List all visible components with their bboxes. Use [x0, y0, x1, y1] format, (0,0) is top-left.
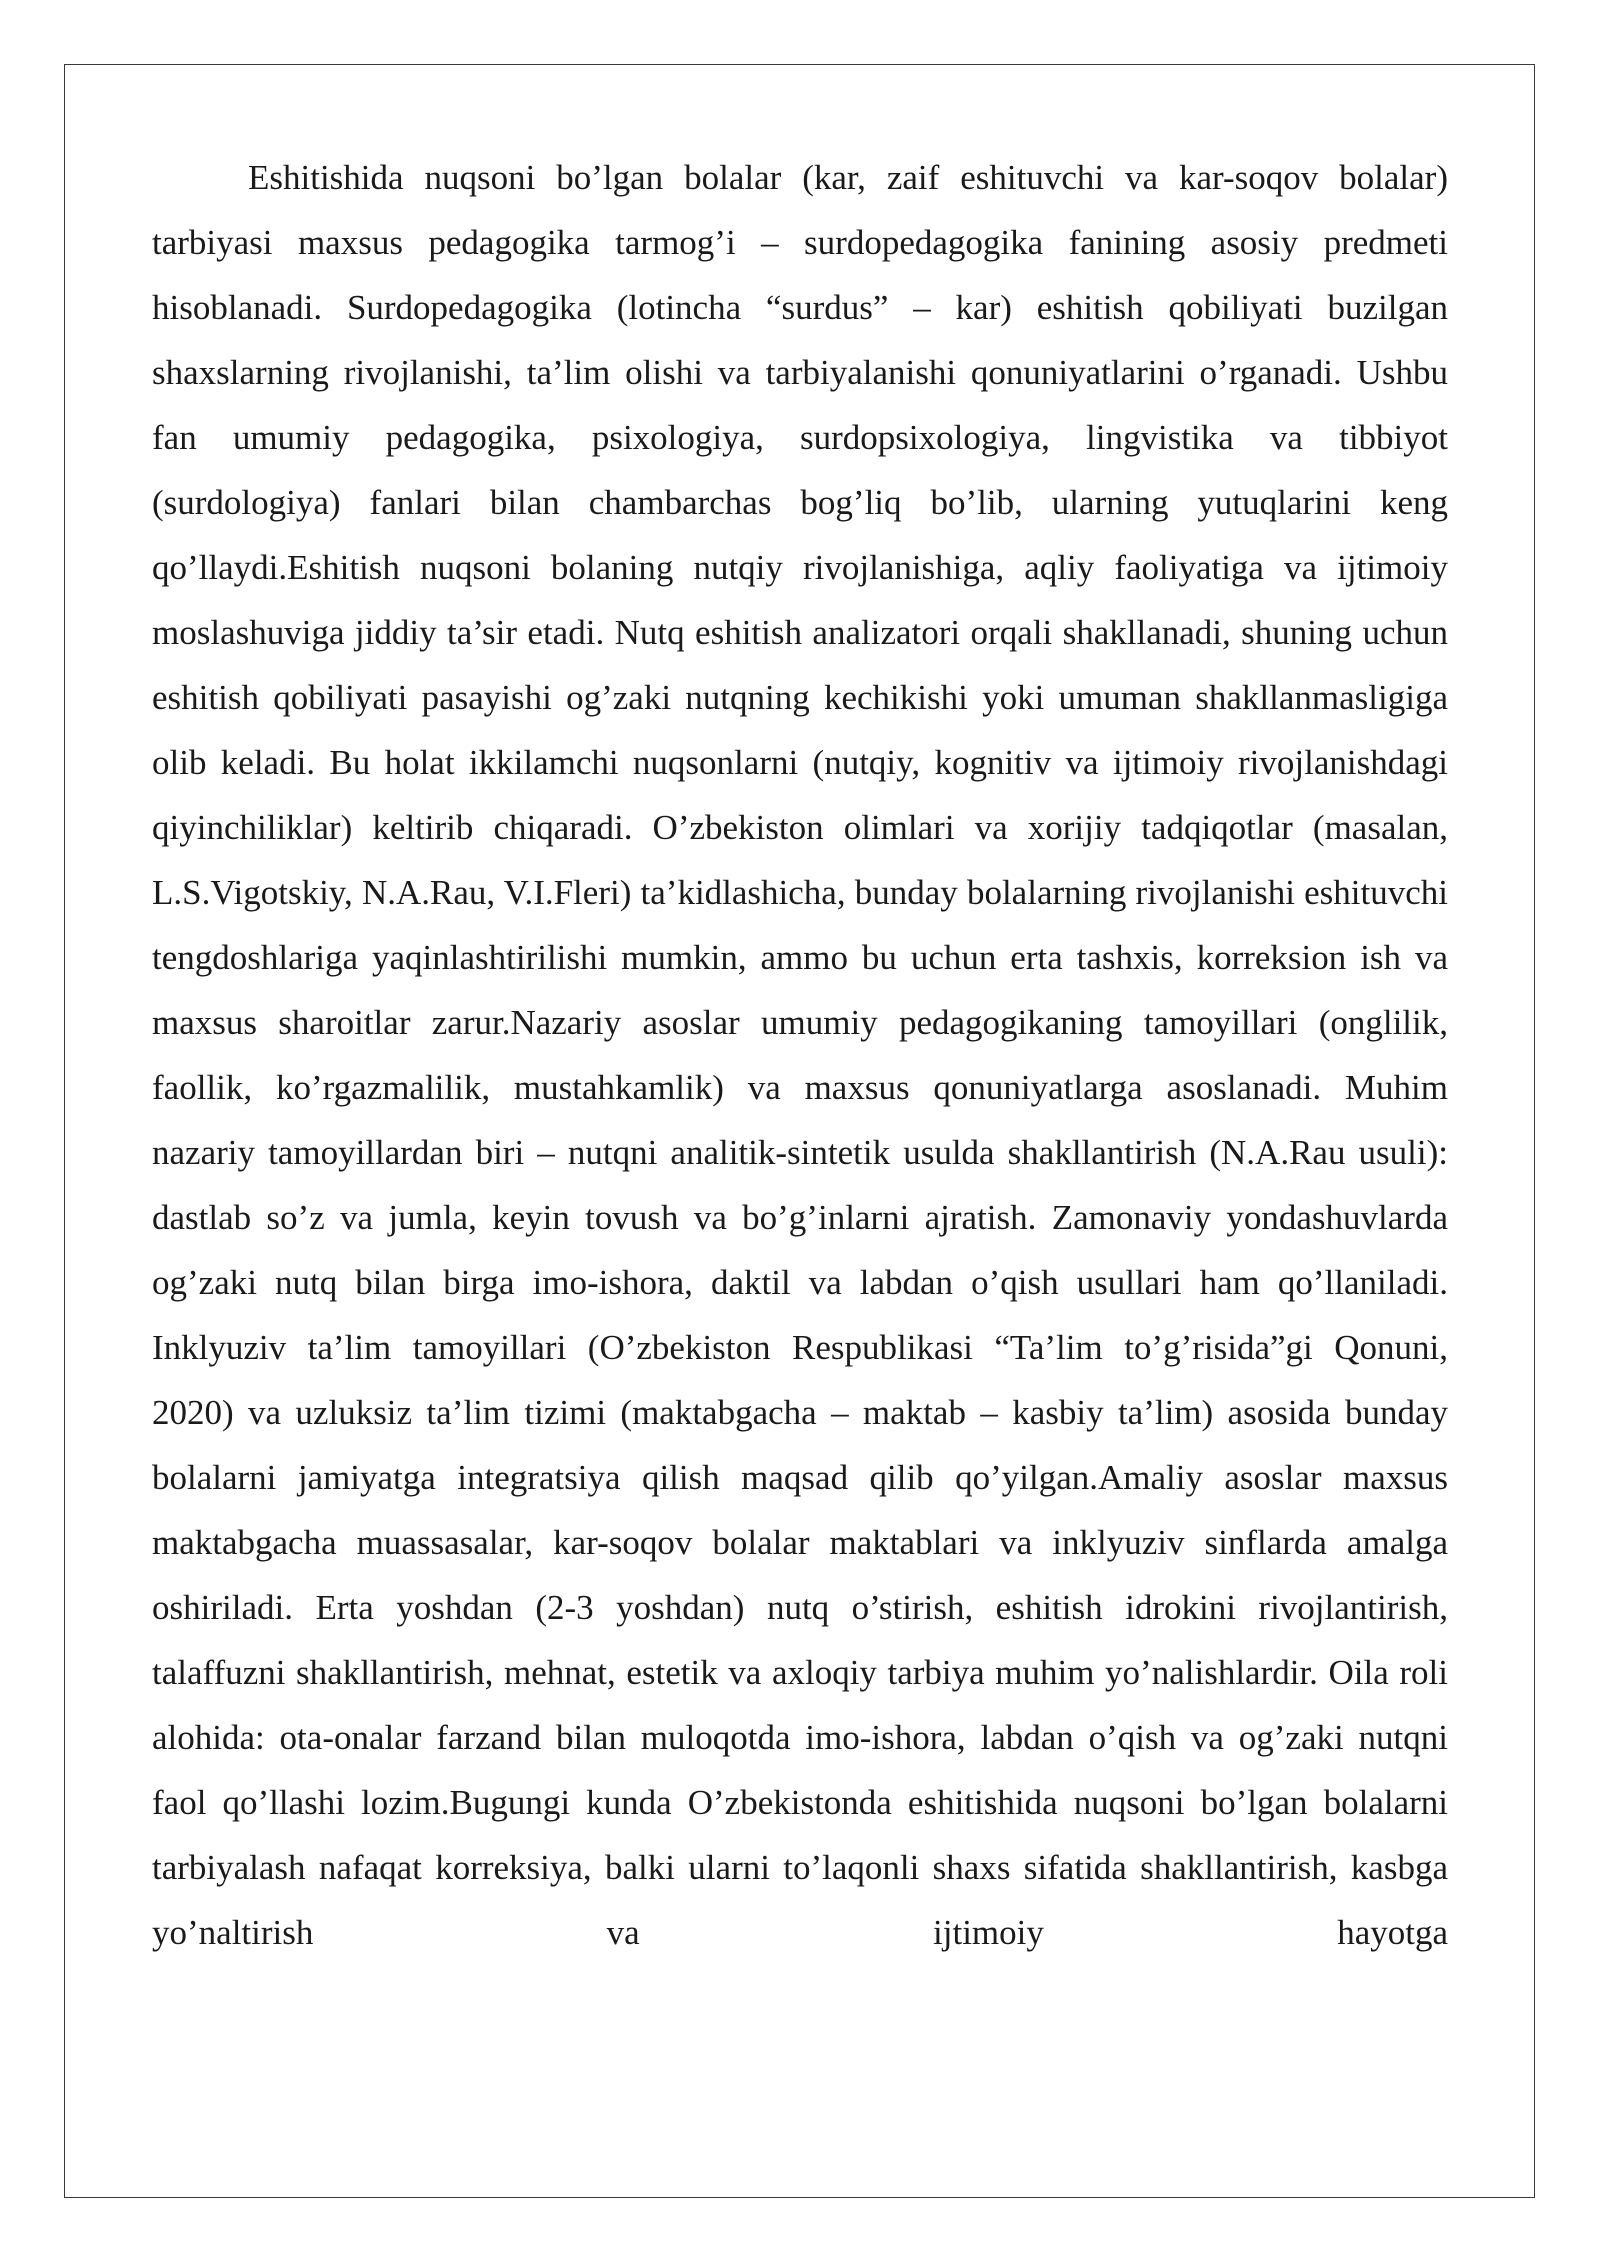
body-paragraph: Eshitishida nuqsoni bo’lgan bolalar (kar, zaif eshituvchi va kar-soqov bolalar) tarbiyasi maxsus pedagogika tarmog’i – surdopedagogika fanining asosiy predmeti hisoblanadi. Surdopedagogika (lotincha “surdus” – kar) eshitish qobiliyati buzilgan shaxslarning rivojlanishi, ta’lim olishi va tarbiyalanishi qonuniyatlarini o’rganadi. Ushbu fan umumiy pedagogika, psixologiya, surdopsixologiya, lingvistika va tibbiyot (surdologiya) fanlari bilan chambarchas bog’liq bo’lib, ularning yutuqlarini keng qo’llaydi.Eshitish nuqsoni bolaning nutqiy rivojlanishiga, aqliy faoliyatiga va ijtimoiy moslashuviga jiddiy ta’sir etadi. Nutq eshitish analizatori orqali shakllanadi, shuning uchun eshitish qobiliyati pasayishi og’zaki nutqning kechikishi yoki umuman shakllanmasligiga olib keladi. Bu holat ikkilamchi nuqsonlarni (nutqiy, kognitiv va ijtimoiy rivojlanishdagi qiyinchiliklar) keltirib chiqaradi. O’zbekiston olimlari va xorijiy tadqiqotlar (masalan, L.S.Vigotskiy, N.A.Rau, V.I.Fleri) ta’kidlashicha, bunday bolalarning rivojlanishi eshituvchi tengdoshlariga yaqinlashtirilishi mumkin, ammo bu uchun erta tashxis, korreksion ish va maxsus sharoitlar zarur.Nazariy asoslar umumiy pedagogikaning tamoyillari (onglilik, faollik, ko’rgazmalilik, mustahkamlik) va maxsus qonuniyatlarga asoslanadi. Muhim nazariy tamoyillardan biri – nutqni analitik-sintetik usulda shakllantirish (N.A.Rau usuli): dastlab so’z va jumla, keyin tovush va bo’g’inlarni ajratish. Zamonaviy yondashuvlarda og’zaki nutq bilan birga imo-ishora, daktil va labdan o’qish usullari ham qo’llaniladi. Inklyuziv ta’lim tamoyillari (O’zbekiston Respublikasi “Ta’lim to’g’risida”gi Qonuni, 2020) va uzluksiz ta’lim tizimi (maktabgacha – maktab – kasbiy ta’lim) asosida bunday bolalarni jamiyatga integratsiya qilish maqsad qilib qo’yilgan.Amaliy asoslar maxsus maktabgacha muassasalar, kar-soqov bolalar maktablari va inklyuziv sinflarda amalga oshiriladi. Erta yoshdan (2-3 yoshdan) nutq o’stirish, eshitish idrokini rivojlantirish, talaffuzni shakllantirish, mehnat, estetik va axloqiy tarbiya muhim yo’nalishlardir. Oila roli alohida: ota-onalar farzand bilan muloqotda imo-ishora, labdan o’qish va og’zaki nutqni faol qo’llashi lozim.Bugungi kunda O’zbekistonda eshitishida nuqsoni bo’lgan bolalarni tarbiyalash nafaqat korreksiya, balki ularni to’laqonli shaxs sifatida shakllantirish, kasbga yo’naltirish va ijtimoiy hayotga: [152, 158, 1448, 1952]
